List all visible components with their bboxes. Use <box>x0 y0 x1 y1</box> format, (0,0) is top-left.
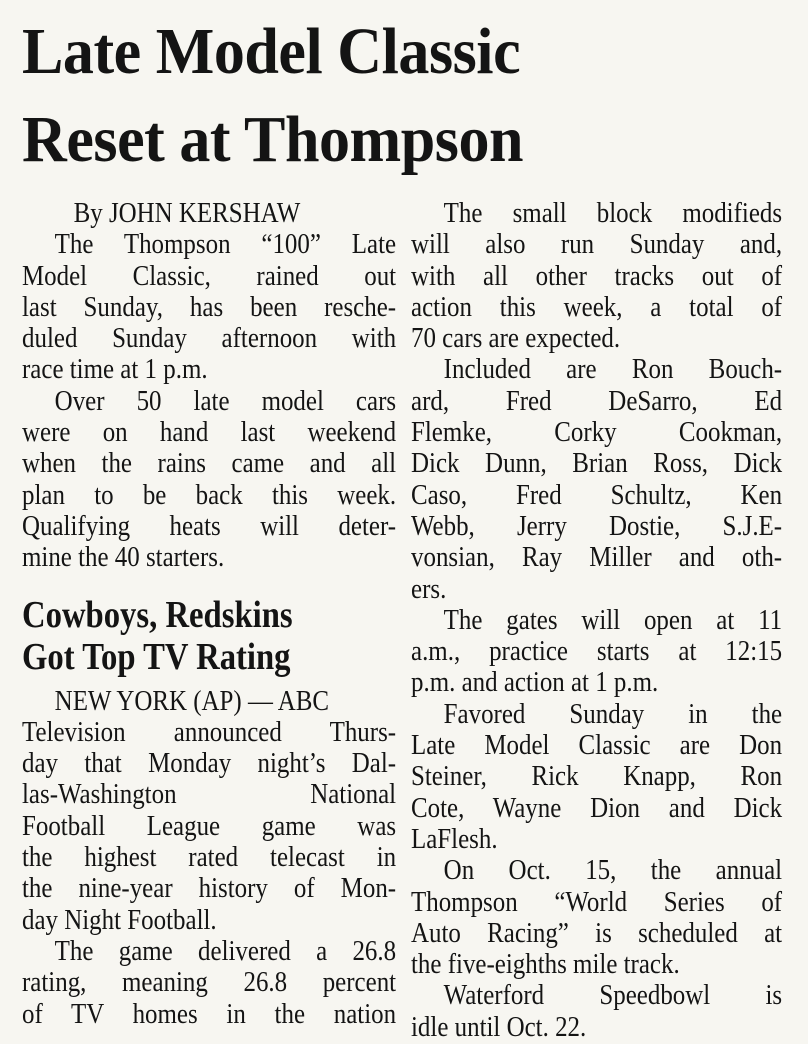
article-headline <box>22 594 345 678</box>
text-line: will also run Sunday and, <box>411 228 783 261</box>
text-line: Late Model Classic are Don <box>411 729 783 762</box>
text-line: action this week, a total of <box>411 290 783 323</box>
text-line: Qualifying heats will deter- <box>22 509 397 542</box>
text-line: The Thompson “100” Late <box>54 228 397 261</box>
text-line: Flemke, Corky Cookman, <box>411 416 783 449</box>
text-line: vonsian, Ray Miller and oth- <box>411 541 783 574</box>
headline-line: Got Top TV Rating <box>22 635 291 678</box>
text-line: plan to be back this week. <box>22 478 397 511</box>
text-line: Cote, Wayne Dion and Dick <box>411 791 783 824</box>
text-line: ard, Fred DeSarro, Ed <box>411 384 783 417</box>
text-line: a.m., practice starts at 12:15 <box>411 635 783 668</box>
text-line: Webb, Jerry Dostie, S.J.E- <box>411 509 783 542</box>
dateline: NEW YORK (AP) — ABC <box>54 684 330 717</box>
paragraph <box>411 605 783 699</box>
headline-line: Late Model Classic <box>22 15 521 88</box>
text-line: Over 50 late model cars <box>54 384 397 417</box>
text-line: p.m. and action at 1 p.m. <box>411 666 659 699</box>
text-line: day that Monday night’s Dal- <box>22 747 397 780</box>
headline-line: Cowboys, Redskins <box>22 593 293 636</box>
text-line: mine the 40 starters. <box>22 541 225 574</box>
text-line: of TV homes in the nation <box>22 997 397 1030</box>
text-line: The gates will open at 11 <box>443 603 783 636</box>
paragraph <box>22 386 397 574</box>
text-line: Dick Dunn, Brian Ross, Dick <box>411 447 783 480</box>
text-line: Waterford Speedbowl is <box>443 979 783 1012</box>
text-line: with all other tracks out of <box>411 259 783 292</box>
byline: By JOHN KERSHAW <box>73 197 301 229</box>
text-line: las-Washington National <box>22 778 397 811</box>
paragraph <box>411 855 783 980</box>
text-line: Television announced Thurs- <box>22 715 397 748</box>
text-line: Caso, Fred Schultz, Ken <box>411 478 783 511</box>
left-column <box>22 198 397 1030</box>
text-line: last Sunday, has been resche- <box>22 290 397 323</box>
right-column <box>411 198 783 1043</box>
paragraph <box>411 699 783 855</box>
paragraph <box>22 936 397 1030</box>
text-line: Thompson “World Series of <box>411 885 783 918</box>
paragraph <box>22 686 397 936</box>
text-line: were on hand last weekend <box>22 416 397 449</box>
paragraph <box>411 980 783 1043</box>
text-line: when the rains came and all <box>22 447 397 480</box>
text-line: rating, meaning 26.8 percent <box>22 966 397 999</box>
text-line: the nine-year history of Mon- <box>22 872 397 905</box>
article-separator <box>22 574 397 594</box>
text-line: Model Classic, rained out <box>22 259 397 292</box>
text-line: the highest rated telecast in <box>22 841 397 874</box>
text-line: the five-eighths mile track. <box>411 948 680 981</box>
text-line: The game delivered a 26.8 <box>54 934 397 967</box>
paragraph <box>411 354 783 604</box>
text-line: On Oct. 15, the annual <box>443 854 783 887</box>
text-line: 70 cars are expected. <box>411 322 621 355</box>
article-headline <box>22 8 746 184</box>
text-line: race time at 1 p.m. <box>22 353 208 386</box>
paragraph <box>411 198 783 354</box>
text-line: Football League game was <box>22 809 397 842</box>
text-line: ers. <box>411 572 447 605</box>
text-line: LaFlesh. <box>411 822 498 855</box>
text-line: day Night Football. <box>22 903 217 936</box>
text-line: idle until Oct. 22. <box>411 1010 587 1043</box>
text-line: Steiner, Rick Knapp, Ron <box>411 760 783 793</box>
text-line: duled Sunday afternoon with <box>22 322 397 355</box>
text-line: The small block modifieds <box>443 197 783 229</box>
text-line: Included are Ron Bouch- <box>443 353 783 386</box>
paragraph <box>22 229 397 385</box>
headline-line: Reset at Thompson <box>22 103 524 176</box>
text-line: Auto Racing” is scheduled at <box>411 916 783 949</box>
text-line: Favored Sunday in the <box>443 697 783 730</box>
